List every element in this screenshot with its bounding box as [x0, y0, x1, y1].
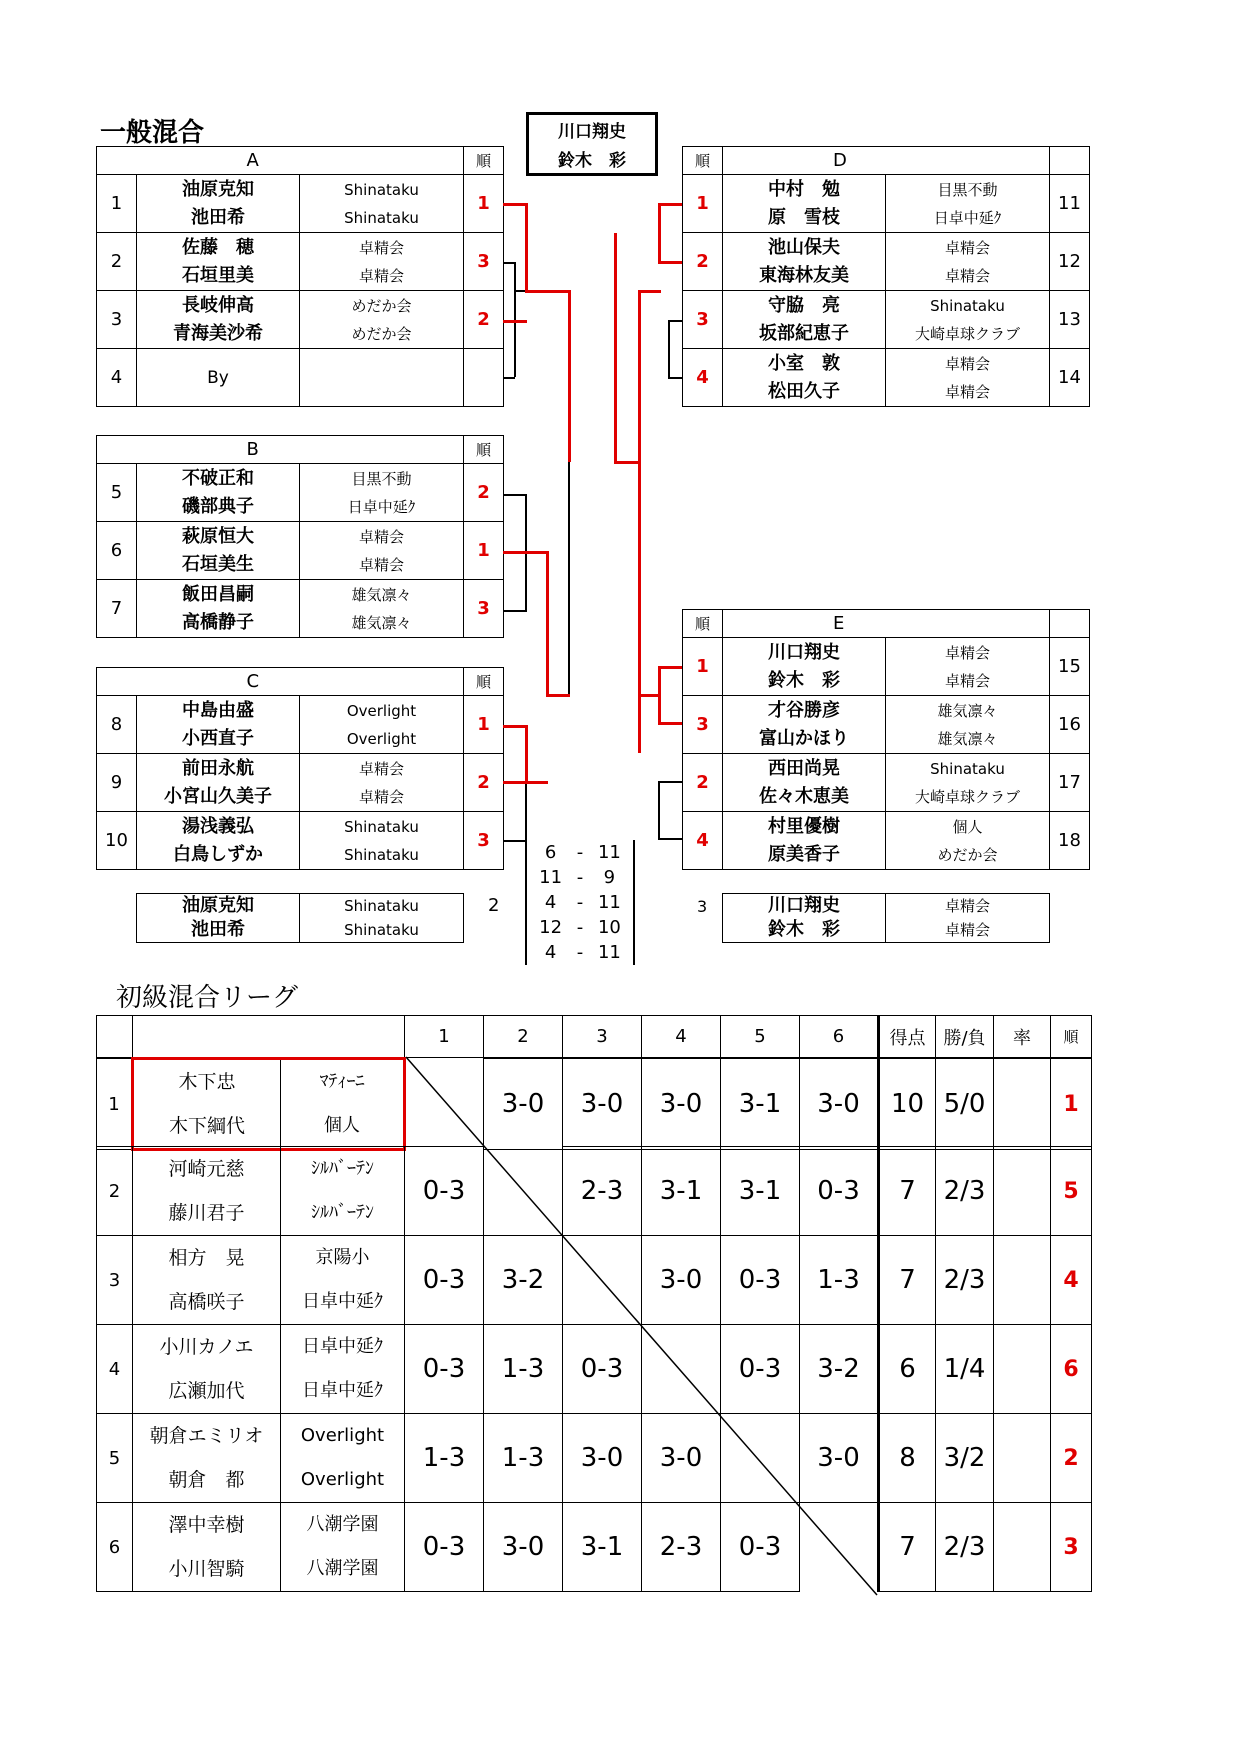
- col-header: 5: [721, 1016, 800, 1058]
- match-result: 3-1: [563, 1503, 642, 1592]
- pair-clubs: 卓精会 卓精会: [300, 522, 464, 580]
- rank: 4: [683, 812, 723, 870]
- player-name: 相方 晃: [168, 1247, 245, 1269]
- col-header: 2: [484, 1016, 563, 1058]
- match-result: 0-3: [405, 1147, 484, 1236]
- rank: 3: [464, 580, 504, 638]
- win-loss: 5/0: [936, 1059, 994, 1150]
- entry-no: 18: [1050, 812, 1090, 870]
- rank: 1: [683, 175, 723, 233]
- club-name: 八潮学園: [306, 1514, 379, 1535]
- entry-no: 11: [1050, 175, 1090, 233]
- entry-no: 15: [1050, 638, 1090, 696]
- rank: 5: [1051, 1147, 1092, 1236]
- beginner-title: 初級混合リーグ: [116, 983, 299, 1013]
- col-header: 3: [563, 1016, 642, 1058]
- col-header: 1: [405, 1016, 484, 1058]
- entry-no: 2: [97, 233, 137, 291]
- rank: 1: [683, 638, 723, 696]
- col-header: 得点: [879, 1016, 936, 1058]
- pair-names: 不破正和 磯部典子: [137, 464, 300, 522]
- col-header: 順: [1051, 1016, 1092, 1058]
- pair-names: 才谷勝彦 富山かほり: [723, 696, 886, 754]
- pair-clubs: 目黒不動 日卓中延ｸ: [886, 175, 1050, 233]
- col-header: 率: [994, 1016, 1051, 1058]
- match-result: 3-0: [800, 1414, 879, 1503]
- points: 7: [879, 1147, 936, 1236]
- match-result: 1-3: [484, 1414, 563, 1503]
- player-name: 小川カノエ: [159, 1336, 254, 1358]
- pair-names: 村里優樹 原美香子: [723, 812, 886, 870]
- rank: 3: [683, 696, 723, 754]
- pair-clubs: 雄気凛々 雄気凛々: [886, 696, 1050, 754]
- player-name: 河崎元慈: [168, 1158, 245, 1180]
- pair-clubs: 雄気凛々 雄気凛々: [300, 580, 464, 638]
- entry-no: 16: [1050, 696, 1090, 754]
- set-score: 12 - 10: [539, 917, 621, 938]
- rank-header: 順: [464, 668, 504, 696]
- club-name: 日卓中延ｸ: [302, 1336, 383, 1357]
- match-result: 0-3: [405, 1503, 484, 1592]
- pair-clubs: Shinataku Shinataku: [300, 812, 464, 870]
- match-result: 2-3: [642, 1503, 721, 1592]
- points: 7: [879, 1503, 936, 1592]
- club-name: 京陽小: [315, 1247, 370, 1268]
- rank: 2: [464, 464, 504, 522]
- rank: 2: [683, 233, 723, 291]
- pair-clubs: Shinataku Shinataku: [300, 894, 464, 943]
- pair-names: 中島由盛 小西直子: [137, 696, 300, 754]
- entry-no: 9: [97, 754, 137, 812]
- win-loss: 1/4: [936, 1325, 994, 1414]
- entry-no: 7: [97, 580, 137, 638]
- pair-names: 佐藤 穂 石垣里美: [137, 233, 300, 291]
- rank: 1: [464, 175, 504, 233]
- match-result: 3-1: [721, 1059, 800, 1150]
- win-loss: 3/2: [936, 1414, 994, 1503]
- points: 7: [879, 1236, 936, 1325]
- match-result: 0-3: [800, 1147, 879, 1236]
- player-name: 広瀬加代: [168, 1380, 245, 1402]
- group-a-label: A: [137, 147, 464, 175]
- match-result: 1-3: [800, 1236, 879, 1325]
- pair-names: 長岐伸高 青海美沙希: [137, 291, 300, 349]
- entry-no: 2: [97, 1147, 133, 1236]
- pair-clubs: 卓精会 卓精会: [886, 349, 1050, 407]
- player-name: 澤中幸樹: [168, 1514, 245, 1536]
- rank-header: 順: [683, 147, 723, 175]
- match-result: 3-0: [642, 1414, 721, 1503]
- points: 8: [879, 1414, 936, 1503]
- general-title: 一般混合: [100, 118, 205, 148]
- rank: 4: [683, 349, 723, 407]
- pair-clubs: 卓精会 卓精会: [886, 638, 1050, 696]
- match-result: 3-0: [484, 1059, 563, 1150]
- club-name: 個人: [324, 1115, 360, 1136]
- club-name: Overlight: [300, 1469, 385, 1490]
- match-result: 2-3: [563, 1147, 642, 1236]
- set-score: 11 - 9: [539, 867, 616, 888]
- match-result: 3-0: [484, 1503, 563, 1592]
- entry-no: 6: [97, 522, 137, 580]
- match-result: 3-2: [484, 1236, 563, 1325]
- entry-no: 1: [97, 175, 137, 233]
- player-name: 木下忠: [178, 1071, 236, 1093]
- points: 10: [879, 1059, 936, 1150]
- rank: 6: [1051, 1325, 1092, 1414]
- champion-player-2: 鈴木 彩: [558, 151, 626, 171]
- club-name: 日卓中延ｸ: [302, 1380, 383, 1401]
- match-result: 3-0: [563, 1059, 642, 1150]
- club-name: 日卓中延ｸ: [302, 1291, 383, 1312]
- pair-names: 中村 勉 原 雪枝: [723, 175, 886, 233]
- pair-clubs: Overlight Overlight: [300, 696, 464, 754]
- match-result: 0-3: [721, 1325, 800, 1414]
- entry-no: 5: [97, 464, 137, 522]
- rank-header: 順: [464, 436, 504, 464]
- entry-no: 14: [1050, 349, 1090, 407]
- player-name: 藤川君子: [168, 1202, 245, 1224]
- match-result: 0-3: [405, 1325, 484, 1414]
- pair-clubs: 卓精会 卓精会: [300, 233, 464, 291]
- match-result: 0-3: [405, 1236, 484, 1325]
- pair-names: By: [137, 349, 300, 407]
- rank: 2: [1051, 1414, 1092, 1503]
- rank-header: 順: [683, 610, 723, 638]
- pair-names: 湯浅義弘 白鳥しずか: [137, 812, 300, 870]
- pair-names: 前田永航 小宮山久美子: [137, 754, 300, 812]
- match-result: 3-2: [800, 1325, 879, 1414]
- rank: 2: [464, 291, 504, 349]
- player-name: 朝倉 都: [168, 1469, 245, 1491]
- group-b-label: B: [137, 436, 464, 464]
- entry-no: 17: [1050, 754, 1090, 812]
- pair-clubs: Shinataku 大崎卓球クラブ: [886, 754, 1050, 812]
- entry-no: 8: [97, 696, 137, 754]
- club-name: ﾏﾃｨｰﾆ: [319, 1071, 365, 1092]
- rank: 3: [464, 233, 504, 291]
- win-loss: 2/3: [936, 1147, 994, 1236]
- rank: 3: [464, 812, 504, 870]
- pair-clubs: Shinataku 大崎卓球クラブ: [886, 291, 1050, 349]
- club-name: ｼﾙﾊﾞｰﾃﾝ: [311, 1202, 374, 1223]
- entry-no: 6: [97, 1503, 133, 1592]
- club-name: Overlight: [300, 1425, 385, 1446]
- pair-names: 川口翔史 鈴木 彩: [723, 894, 886, 943]
- entry-no: 12: [1050, 233, 1090, 291]
- pair-names: 油原克知 池田希: [137, 175, 300, 233]
- pair-clubs: 個人 めだか会: [886, 812, 1050, 870]
- match-result: 3-0: [642, 1236, 721, 1325]
- rank: 3: [1051, 1503, 1092, 1592]
- points: 6: [879, 1325, 936, 1414]
- col-header: 4: [642, 1016, 721, 1058]
- pair-clubs: 卓精会 卓精会: [886, 894, 1050, 943]
- set-score: 4 - 11: [544, 892, 621, 913]
- match-result: 3-1: [642, 1147, 721, 1236]
- player-name: 高橋咲子: [168, 1291, 245, 1313]
- pair-clubs: 目黒不動 日卓中延ｸ: [300, 464, 464, 522]
- final-left-sets: 2: [488, 895, 500, 916]
- rank: 1: [464, 522, 504, 580]
- player-name: 小川智騎: [168, 1558, 245, 1580]
- set-score: 4 - 11: [544, 942, 621, 963]
- match-result: 3-1: [721, 1147, 800, 1236]
- group-d-label: D: [723, 147, 1050, 175]
- final-right-sets: 3: [697, 897, 708, 916]
- entry-no: 4: [97, 1325, 133, 1414]
- match-result: 3-0: [800, 1059, 879, 1150]
- match-result: 0-3: [721, 1503, 800, 1592]
- club-name: 八潮学園: [306, 1558, 379, 1579]
- entry-no: 1: [97, 1059, 133, 1150]
- match-result: 3-0: [642, 1059, 721, 1150]
- entry-no: 3: [97, 291, 137, 349]
- col-header: 6: [800, 1016, 879, 1058]
- rank: 2: [464, 754, 504, 812]
- pair-names: 池山保夫 東海林友美: [723, 233, 886, 291]
- entry-no: 4: [97, 349, 137, 407]
- player-name: 木下綱代: [168, 1115, 245, 1137]
- pair-names: 油原克知 池田希: [137, 894, 300, 943]
- group-e-label: E: [723, 610, 1050, 638]
- pair-names: 萩原恒大 石垣美生: [137, 522, 300, 580]
- win-loss: 2/3: [936, 1503, 994, 1592]
- player-name: 朝倉エミリオ: [149, 1425, 264, 1447]
- pair-names: 小室 敦 松田久子: [723, 349, 886, 407]
- rank: 2: [683, 754, 723, 812]
- rank: 1: [464, 696, 504, 754]
- rank-header: 順: [464, 147, 504, 175]
- col-header: 勝/負: [936, 1016, 994, 1058]
- pair-names: 西田尚晃 佐々木恵美: [723, 754, 886, 812]
- entry-no: 10: [97, 812, 137, 870]
- match-result: 0-3: [721, 1236, 800, 1325]
- pair-names: 川口翔史 鈴木 彩: [723, 638, 886, 696]
- rank: 4: [1051, 1236, 1092, 1325]
- entry-no: 3: [97, 1236, 133, 1325]
- entry-no: 5: [97, 1414, 133, 1503]
- pair-clubs: Shinataku Shinataku: [300, 175, 464, 233]
- entry-no: 13: [1050, 291, 1090, 349]
- pair-names: 飯田昌嗣 高橋静子: [137, 580, 300, 638]
- group-c-label: C: [137, 668, 464, 696]
- rank: 1: [1051, 1059, 1092, 1150]
- club-name: ｼﾙﾊﾞｰﾃﾝ: [311, 1158, 374, 1179]
- pair-clubs: めだか会 めだか会: [300, 291, 464, 349]
- champion-player-1: 川口翔史: [558, 122, 626, 142]
- rank: 3: [683, 291, 723, 349]
- pair-clubs: 卓精会 卓精会: [300, 754, 464, 812]
- pair-clubs: 卓精会 卓精会: [886, 233, 1050, 291]
- match-result: 0-3: [563, 1325, 642, 1414]
- match-result: 1-3: [484, 1325, 563, 1414]
- set-score: 6 - 11: [544, 842, 621, 863]
- pair-names: 守脇 亮 坂部紀恵子: [723, 291, 886, 349]
- win-loss: 2/3: [936, 1236, 994, 1325]
- match-result: 1-3: [405, 1414, 484, 1503]
- match-result: 3-0: [563, 1414, 642, 1503]
